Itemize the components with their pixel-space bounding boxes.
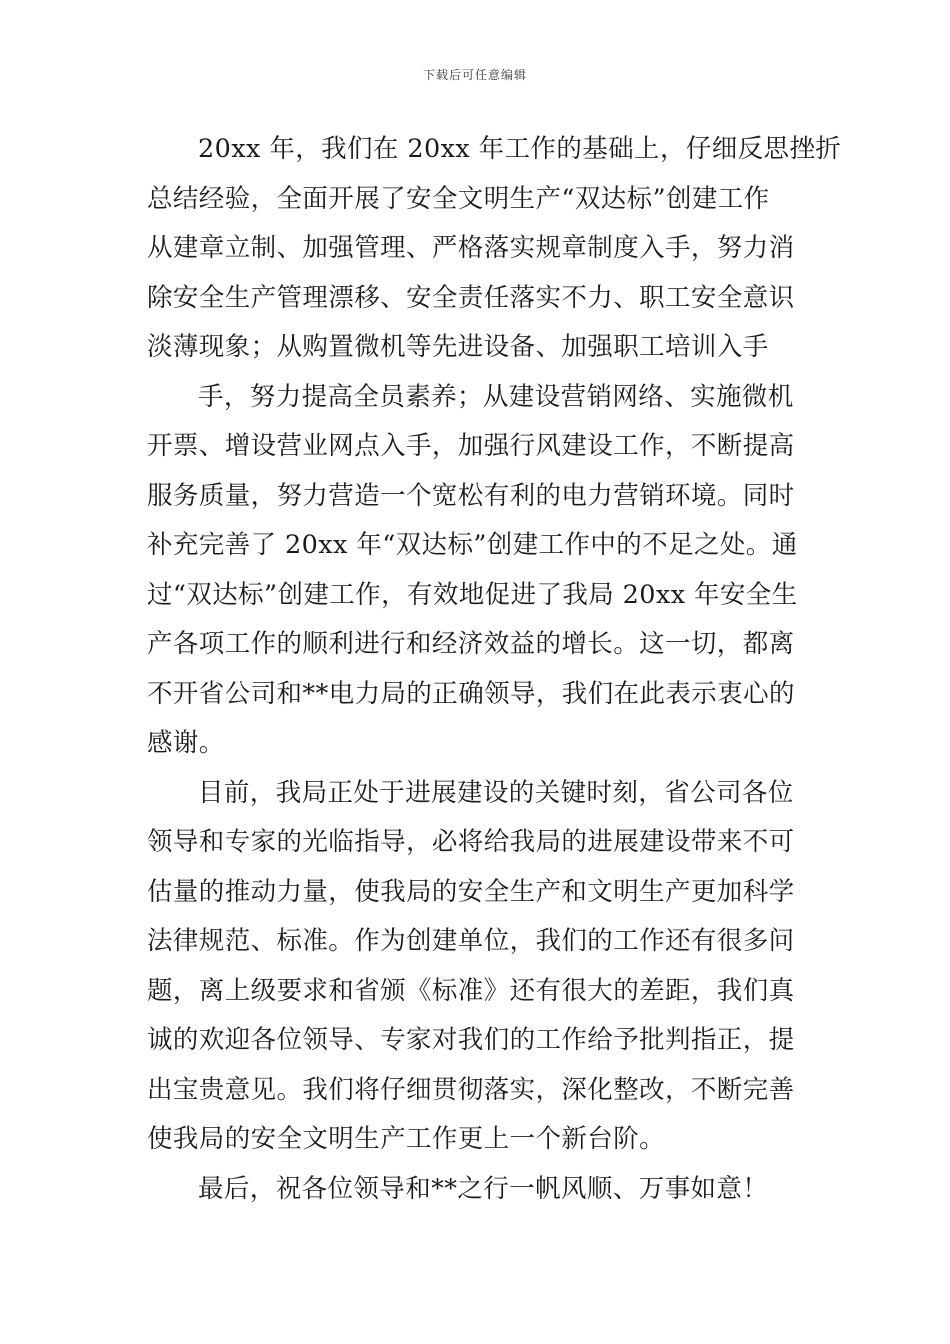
text-line: 从建章立制、加强管理、严格落实规章制度入手，努力消 xyxy=(147,233,795,263)
document-body xyxy=(147,125,842,1214)
text-line: 估量的推动力量，使我局的安全生产和文明生产更加科学 xyxy=(147,876,795,907)
text-line: 诚的欢迎各位领导、专家对我们的工作给予批判指正，提 xyxy=(147,1025,795,1055)
text-line: 过“双达标”创建工作，有效地促进了我局 20xx 年安全生 xyxy=(147,579,798,610)
header-note: 下载后可任意编辑 xyxy=(422,68,527,82)
text-line: 不开省公司和**电力局的正确领导，我们在此表示衷心的 xyxy=(147,678,795,709)
text-line: 手，努力提高全员素养；从建设营销网络、实施微机 xyxy=(198,381,794,412)
text-line: 总结经验，全面开展了安全文明生产“双达标”创建工作 xyxy=(147,183,770,214)
text-line: 题，离上级要求和省颁《标准》还有很大的差距，我们真 xyxy=(147,975,795,1006)
text-line: 开票、增设营业网点入手，加强行风建设工作，不断提高 xyxy=(147,431,795,461)
text-line: 目前，我局正处于进展建设的关键时刻，省公司各位 xyxy=(198,777,794,808)
text-line: 出宝贵意见。我们将仔细贯彻落实，深化整改，不断完善 xyxy=(147,1074,795,1105)
text-line: 使我局的安全文明生产工作更上一个新台阶。 xyxy=(147,1124,666,1154)
text-line: 除安全生产管理漂移、安全责任落实不力、职工安全意识 xyxy=(147,282,795,313)
text-line: 补充完善了 20xx 年“双达标”创建工作中的不足之处。通 xyxy=(147,530,798,560)
text-line: 法律规范、标准。作为创建单位，我们的工作还有很多问 xyxy=(147,926,795,956)
text-line: 最后，祝各位领导和**之行一帆风顺、万事如意！ xyxy=(198,1173,769,1204)
text-line: 20xx 年，我们在 20xx 年工作的基础上，仔细反思挫折 xyxy=(198,134,842,164)
text-line: 领导和专家的光临指导，必将给我局的进展建设带来不可 xyxy=(147,827,795,857)
text-line: 感谢。 xyxy=(147,728,225,758)
text-line: 产各项工作的顺利进行和经济效益的增长。这一切，都离 xyxy=(147,629,795,659)
text-line: 服务质量，努力营造一个宽松有利的电力营销环境。同时 xyxy=(147,480,795,511)
text-line: 淡薄现象；从购置微机等先进设备、加强职工培训入手 xyxy=(147,332,769,362)
